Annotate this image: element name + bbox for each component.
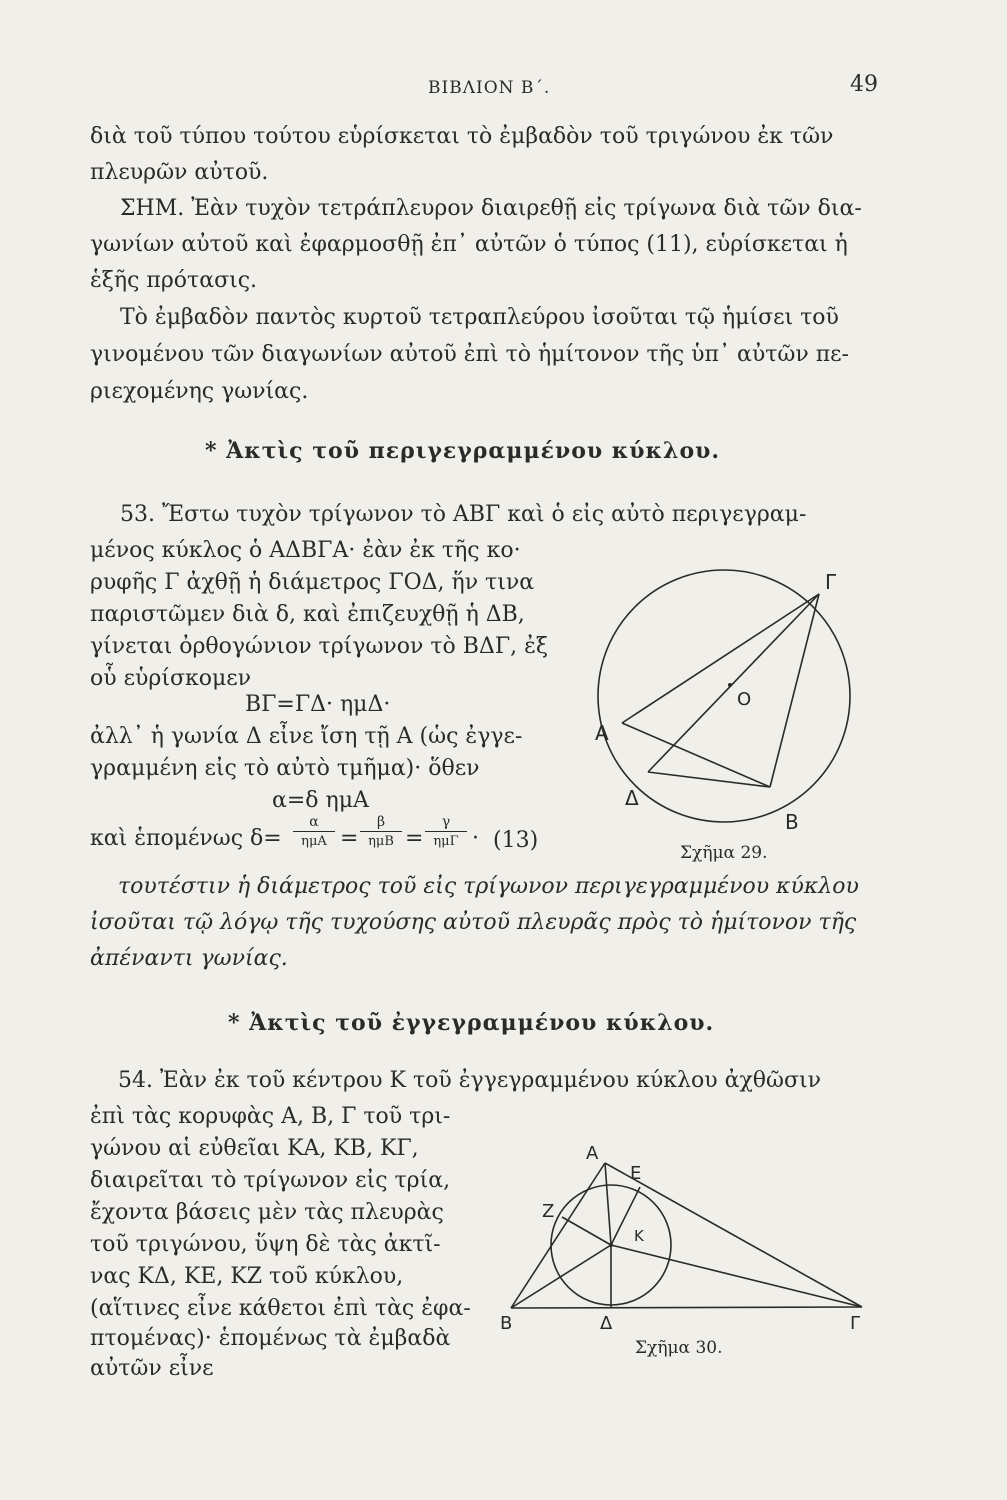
label-alpha: A [586,1143,599,1164]
text-line: 53. Ἔστω τυχὸν τρίγωνον τὸ ΑΒΓ καὶ ὁ εἰς αὐτὸ περιγεγραμ- [120,502,807,527]
label-gamma: Γ [850,1313,861,1334]
theorem-line: ἀπέναντι γωνίας. [90,946,288,971]
text-line: οὗ εὑρίσκομεν [90,666,252,691]
formula-bg: ΒΓ=ΓΔ· ημΔ· [245,692,391,717]
incenter-point [609,1243,613,1247]
side-BG [770,594,819,787]
label-alpha: A [595,721,609,745]
diameter-GD [648,594,819,772]
text-line: γραμμένη εἰς τὸ αὐτὸ τμῆμα)· ὅθεν [90,756,480,781]
fraction-a-over-sinA [293,814,335,849]
text-line: ἐπὶ τὰς κορυφὰς Α, Β, Γ τοῦ τρι- [90,1104,451,1129]
label-beta: B [500,1313,513,1334]
text-line: παριστῶμεν διὰ δ, καὶ ἐπιζευχθῇ ἡ ΔΒ, [90,602,525,627]
fraction-b-over-sinB [360,814,402,849]
note-line: ΣΗΜ. Ἐὰν τυχὸν τετράπλευρον διαιρεθῇ εἰς τρίγωνα διὰ τῶν δια- [120,196,862,221]
figure-29-circumscribed-circle [585,555,885,845]
text-line: πλευρῶν αὐτοῦ. [90,160,269,185]
text-line: γινομένου τῶν διαγωνίων αὐτοῦ ἐπὶ τὸ ἡμίτονον τῆς ὑπ᾽ αὐτῶν πε- [90,342,849,367]
label-beta: B [785,810,799,834]
label-epsilon: E [630,1163,642,1184]
label-delta: Δ [600,1313,613,1334]
circumcircle [598,570,850,822]
fraction-numerator: β [360,814,402,832]
label-o: O [737,689,752,710]
text-line: πτομένας)· ἑπομένως τὰ ἐμβαδὰ [90,1326,451,1351]
side-AG [622,594,819,723]
running-header-title: BIBΛΙΟΝ Β΄. [428,78,551,98]
segment-KG [611,1245,862,1307]
side-BA [511,1163,605,1308]
page-number: 49 [850,72,878,97]
text-line: 54. Ἐὰν ἐκ τοῦ κέντρου Κ τοῦ ἐγγεγραμμένου κύκλου ἀχθῶσιν [118,1068,821,1093]
section-heading-inscribed: * Ἀκτὶς τοῦ ἐγγεγραμμένου κύκλου. [228,1010,715,1036]
fraction-denominator: ημΑ [301,834,327,849]
equals-sign: = [405,826,424,851]
segment-KA [605,1163,611,1245]
text-line: γωνίων αὐτοῦ καὶ ἐφαρμοσθῇ ἐπ᾽ αὐτῶν ὁ τύπος (11), εὑρίσκεται ἡ [90,232,848,257]
text-line: διὰ τοῦ τύπου τούτου εὑρίσκεται τὸ ἐμβαδὸν τοῦ τριγώνου ἐκ τῶν [90,124,834,149]
figure-30-inscribed-circle [490,1135,890,1335]
equals-sign: = [340,826,359,851]
text-line: διαιρεῖται τὸ τρίγωνον εἰς τρία, [90,1168,451,1193]
side-BG [511,1307,862,1308]
figure-30-caption: Σχῆμα 30. [635,1338,723,1358]
formula-tail: · [472,826,479,851]
segment-KB [511,1245,611,1308]
text-line: (αἵτινες εἶνε κάθετοι ἐπὶ τὰς ἐφα- [90,1296,471,1321]
text-line: ἀλλ᾽ ἡ γωνία Δ εἶνε ἴση τῇ Α (ὡς ἐγγε- [90,724,523,749]
text-line: μένος κύκλος ὁ ΑΔΒΓΑ· ἐὰν ἐκ τῆς κο· [90,538,521,563]
center-point [728,683,732,687]
fraction-denominator: ημΒ [368,834,394,849]
text-line: νας ΚΔ, ΚΕ, ΚΖ τοῦ κύκλου, [90,1264,404,1289]
formula-lead: καὶ ἑπομένως δ= [90,826,282,851]
text-line: τοῦ τριγώνου, ὕψη δὲ τὰς ἀκτῖ- [90,1232,441,1257]
text-line: ἔχοντα βάσεις μὲν τὰς πλευρὰς [90,1200,444,1225]
fraction-numerator: α [293,814,335,832]
text-line: γώνου αἱ εὐθεῖαι ΚΑ, ΚΒ, ΚΓ, [90,1136,419,1161]
formula-number: (13) [493,828,539,853]
fraction-numerator: γ [425,814,467,832]
text-line: γίνεται ὀρθογώνιον τρίγωνον τὸ ΒΔΓ, ἐξ [90,634,549,659]
text-line: ρυφῆς Γ ἀχθῇ ἡ διάμετρος ΓΟΔ, ἥν τινα [90,570,535,595]
text-line: αὐτῶν εἶνε [90,1356,214,1381]
text-line: ριεχομένης γωνίας. [90,379,309,404]
theorem-line: τουτέστιν ἡ διάμετρος τοῦ εἰς τρίγωνον περιγεγραμμένου κύκλου [118,874,859,899]
label-zeta: Z [542,1201,555,1222]
section-heading-circumscribed: * Ἀκτὶς τοῦ περιγεγραμμένου κύκλου. [205,438,721,464]
label-delta: Δ [625,786,639,810]
label-kappa: K [634,1227,644,1245]
text-line: ἑξῆς πρότασις. [90,268,258,293]
fraction-denominator: ημΓ [433,834,459,849]
text-line: Τὸ ἐμβαδὸν παντὸς κυρτοῦ τετραπλεύρου ἰσοῦται τῷ ἡμίσει τοῦ [120,305,839,330]
fraction-c-over-sinC [425,814,467,849]
label-gamma: Γ [825,570,837,594]
formula-a: α=δ ημΑ [272,788,369,813]
radius-KZ [562,1217,611,1245]
theorem-line: ἰσοῦται τῷ λόγῳ τῆς τυχούσης αὐτοῦ πλευρᾶς πρὸς τὸ ἡμίτονον τῆς [90,910,857,935]
figure-29-caption: Σχῆμα 29. [680,843,768,863]
